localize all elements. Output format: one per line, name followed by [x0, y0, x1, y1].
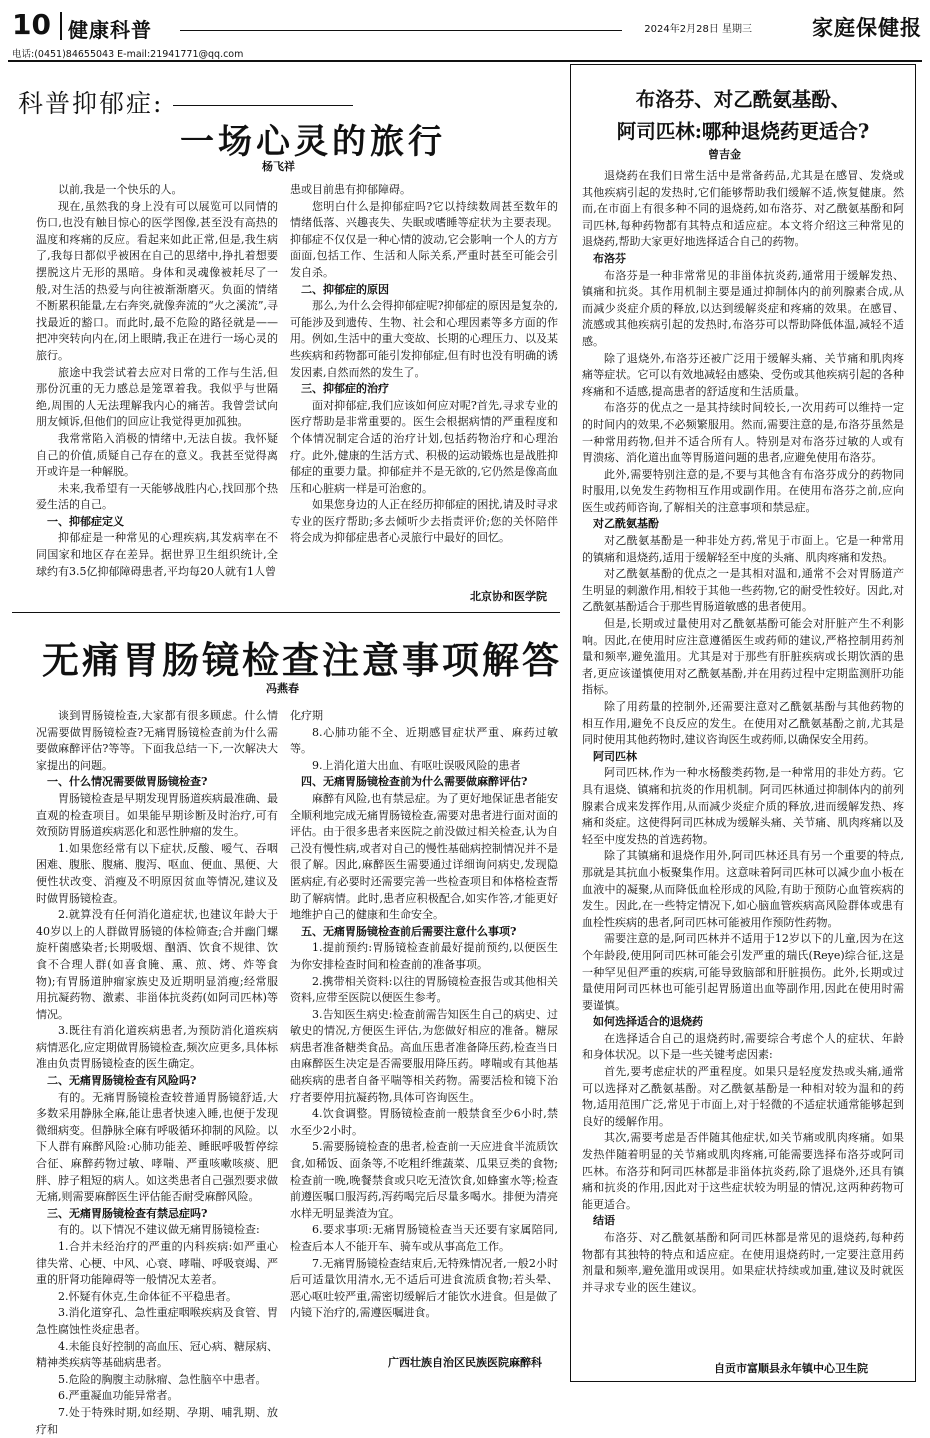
paragraph: 对乙酰氨基酚的优点之一是其相对温和,通常不会对胃肠道产生明显的刺激作用,相较于其他一些药物,它的耐受性较好。因此,对乙酰氨基酚适合于那些胃肠道敏感的患者使用。 — [582, 567, 904, 614]
subheading: 五、无痛胃肠镜检查前后需要注意什么事项? — [301, 924, 517, 938]
article2-author: 冯燕春 — [266, 682, 299, 695]
paragraph: 首先,要考虑症状的严重程度。如果只是轻度发热或头痛,通常可以选择对乙酰氨基酚。对乙酰氨基酚是一种相对较为温和的药物,适用范围广泛,常见于市面上,对于轻微的不适症状通常能够起到良好的缓解作用。 — [582, 1065, 904, 1128]
paragraph: 您明白什么是抑郁症吗?它以持续数周甚至数年的情绪低落、兴趣丧失、失眠或嗜睡等症状为主要表现。抑郁症不仅仅是一种心情的波动,它会影响一个人的方方面面,包括工作、生活和人际关系,严重时甚至可能会引发自杀。 — [290, 199, 558, 279]
paragraph: 3.告知医生病史:检查前需告知医生自己的病史、过敏史的情况,方便医生评估,为您做好相应的准备。糖尿病患者准备糖类食品。高血压患者准备降压药,检查当日由麻醉医生决定是否需要服用降压药。哮喘或有其他基础疾病的患者自备平喘等相关药物。需要活检和镜下治疗者要停用抗凝药物,具体可咨询医生。 — [290, 1007, 558, 1104]
paragraph: 面对抑郁症,我们应该如何应对呢?首先,寻求专业的医疗帮助是非常重要的。医生会根据病情的严重程度和个体情况制定合适的治疗计划,包括药物治疗和心理治疗。此外,健康的生活方式、积极的运动锻炼也是战胜抑郁症的重要力量。抑郁症并不是无欲的,它仍然是像高血压和心脏病一样是可治愈的。 — [290, 398, 558, 495]
paragraph: 4.未能良好控制的高血压、冠心病、糖尿病、精神类疾病等基础病患者。 — [36, 1339, 278, 1370]
article2-column-2 — [290, 708, 558, 1348]
paragraph: 2.就算没有任何消化道症状,也建议年龄大于40岁以上的人群做胃肠镜的体检筛查;合并幽门螺旋杆菌感染者;长期吸烟、酗酒、饮食不规律、饮食不合理人群(如喜食腌、熏、煎、烤、炸等食物);有胃肠道肿瘤家族史及近期明显消瘦;经常服用抗凝药物、激素、非甾体抗炎药(如阿司匹林)等情况。 — [36, 908, 278, 1021]
paragraph: 除了其镇痛和退烧作用外,阿司匹林还具有另一个重要的特点,那就是其抗血小板聚集作用。这意味着阿司匹林可以减少血小板在血液中的凝聚,从而降低血栓形成的风险,有助于预防心血管疾病的发生。因此,在一些特定情况下,如心脑血管疾病高风险群体或患有血栓性疾病的患者,阿司匹林可能被用作预防性药物。 — [582, 849, 904, 929]
paragraph: 除了退烧外,布洛芬还被广泛用于缓解头痛、关节痛和肌肉疼痛等症状。它可以有效地减轻由感染、受伤或其他疾病引起的各种疼痛和不适感,提高患者的舒适度和生活质量。 — [582, 351, 904, 398]
paragraph: 3.既往有消化道疾病患者,为预防消化道疾病病情恶化,应定期做胃肠镜检查,频次应更多,具体标准由负责胃肠镜检查的医生确定。 — [36, 1024, 278, 1071]
paragraph: 有的。无痛胃肠镜检查较普通胃肠镜舒适,大多数采用静脉全麻,能让患者快速入睡,也便于发现微细病变。但静脉全麻有呼吸循环抑制的风险。以下人群有麻醉风险:心肺功能差、睡眠呼吸暂停综合征、麻醉药物过敏、哮喘、严重咳嗽咳痰、肥胖、脖子粗短的病人。如这类患者自己强烈要求做无痛,则需要麻醉医生评估能否耐受麻醉风险。 — [36, 1090, 278, 1204]
subheading: 结语 — [593, 1214, 615, 1228]
paragraph: 在选择适合自己的退烧药时,需要综合考虑个人的症状、年龄和身体状况。以下是一些关键考虑因素: — [582, 1031, 904, 1062]
article1-source: 北京协和医学院 — [470, 590, 547, 603]
paragraph: 布洛芬、对乙酰氨基酚和阿司匹林都是常见的退烧药,每种药物都有其独特的特点和适应症。在使用退烧药时,一定要注意用药剂量和频率,避免滥用或误用。如果症状持续或加重,建议及时就医并寻求专业的医生建议。 — [582, 1231, 904, 1294]
subheading: 四、无痛胃肠镜检查前为什么需要做麻醉评估? — [301, 775, 528, 789]
paragraph: 7.处于特殊时期,如经期、孕期、哺乳期、放疗和 — [36, 1405, 278, 1436]
paragraph: 谈到胃肠镜检查,大家都有很多顾虑。什么情况需要做胃肠镜检查?无痛胃肠镜检查前为什么需要做麻醉评估?等等。下面我总结一下,一次解决大家提出的问题。 — [36, 709, 278, 772]
article2-column-1 — [36, 708, 278, 1436]
paragraph: 2.怀疑有休克,生命体征不平稳患者。 — [58, 1289, 237, 1303]
article2-title: 无痛胃肠镜检查注意事项解答 — [42, 638, 562, 682]
paragraph: 1.合并未经治疗的严重的内科疾病:如严重心律失常、心梗、中风、心衰、哮喘、呼吸衰竭、严重的肝肾功能障碍等一般情况太差者。 — [36, 1240, 278, 1287]
paragraph: 未来,我希望有一天能够战胜内心,找回那个热爱生活的自己。 — [36, 481, 278, 512]
subheading: 一、抑郁症定义 — [47, 514, 124, 528]
subheading: 如何选择适合的退烧药 — [593, 1015, 703, 1029]
paragraph: 除了用药量的控制外,还需要注意对乙酰氨基酚与其他药物的相互作用,避免不良反应的发生。在使用对乙酰氨基酚之前,尤其是同时使用其他药物时,建议咨询医生或药师,以确保安全用药。 — [582, 700, 904, 747]
page-number: 10 — [12, 8, 51, 41]
paragraph: 7.无痛胃肠镜检查结束后,无特殊情况者,一般2小时后可适量饮用清水,无不适后可进食流质食物;若头晕、恶心呕吐较严重,需密切缓解后才能饮水进食。但是做了内镜下治疗的,需遵医嘱进食。 — [290, 1256, 558, 1320]
paragraph: 需要注意的是,阿司匹林并不适用于12岁以下的儿童,因为在这个年龄段,使用阿司匹林可能会引发严重的瑞氏(Reye)综合征,这是一种罕见但严重的疾病,可能导致脑部和肝脏损伤。此外,长期或过量使用阿司匹林也可能引起胃肠道出血等副作用,因此在使用时需要谨慎。 — [582, 932, 904, 1012]
paragraph: 此外,需要特别注意的是,不要与其他含有布洛芬成分的药物同时服用,以免发生药物相互作用或副作用。在使用布洛芬之前,应向医生或药师咨询,了解相关的注意事项和禁忌症。 — [582, 467, 904, 514]
paragraph: 如果您身边的人正在经历抑郁症的困扰,请及时寻求专业的医疗帮助;多去倾听少去指责评价;您的关怀陪伴将会成为抑郁症患者心灵旅行中最好的回忆。 — [290, 498, 558, 545]
subheading: 三、无痛胃肠镜检查有禁忌症吗? — [47, 1206, 208, 1220]
paragraph: 旅途中我尝试着去应对日常的工作与生活,但那份沉重的无力感总是笼罩着我。我似乎与世隔绝,周围的人无法理解我内心的痛苦。我曾尝试向朋友倾诉,但他们的回应让我觉得更加孤独。 — [36, 365, 278, 429]
paragraph: 布洛芬是一种非常常见的非甾体抗炎药,通常用于缓解发热、镇痛和抗炎。其作用机制主要是通过抑制体内的前列腺素合成,从而减少炎症介质的释放,以达到缓解炎症和疼痛的效果。在感冒、流感或其他疾病引起的发热时,布洛芬可以帮助降低体温,减轻不适感。 — [582, 268, 904, 348]
paragraph: 对乙酰氨基酚是一种非处方药,常见于市面上。它是一种常用的镇痛和退烧药,适用于缓解轻至中度的头痛、肌肉疼痛和发热。 — [582, 534, 904, 564]
paragraph: 抑郁症是一种常见的心理疾病,其发病率在不同国家和地区存在差异。据世界卫生组织统计,全球约有3.5亿抑郁障碍患者,平均每20人就有1人曾 — [36, 531, 278, 578]
subheading: 二、抑郁症的原因 — [301, 282, 389, 296]
page-header — [8, 6, 922, 46]
subheading: 二、无痛胃肠镜检查有风险吗? — [47, 1074, 197, 1088]
paragraph: 胃肠镜检查是早期发现胃肠道疾病最准确、最直观的检查项目。如果能早期诊断及时治疗,可有效预防胃肠道疾病恶化和恶性肿瘤的发生。 — [36, 791, 278, 839]
header-bottom-rule — [8, 60, 922, 62]
paragraph: 4.饮食调整。胃肠镜检查前一般禁食至少6小时,禁水至少2小时。 — [290, 1107, 558, 1137]
paragraph: 8.心肺功能不全、近期感冒症状严重、麻药过敏等。 — [290, 725, 558, 756]
paragraph: 9.上消化道大出血、有呕吐误吸风险的患者 — [312, 758, 521, 772]
article3-title-line2: 阿司匹林:哪种退烧药更适合? — [616, 120, 870, 143]
article1-author: 杨飞祥 — [262, 160, 295, 173]
article1-kicker-text: 科普抑郁症: — [18, 89, 164, 118]
paragraph: 麻醉有风险,也有禁忌症。为了更好地保证患者能安全顺利地完成无痛胃肠镜检查,需要对患者进行面对面的评估。由于很多患者来医院之前没做过相关检查,认为自己没有慢性病,或者对自己的慢性基础病控制情况并不是很了解。因此,麻醉医生需要通过详细询问病史,发现隐匿病症,有必要时还需要完善一些检查项目和体格检查帮助了解病情。此时,患者应积极配合,如实作答,才能更好地维护自己的健康和生命安全。 — [290, 791, 558, 922]
paragraph: 1.提前预约:胃肠镜检查前最好提前预约,以便医生为你安排检查时间和检查前的准备事项。 — [290, 941, 558, 971]
paragraph: 那么,为什么会得抑郁症呢?抑郁症的原因是复杂的,可能涉及到遗传、生物、社会和心理因素等多方面的作用。例如,生活中的重大变故、长期的心理压力、以及某些疾病和药物都可能引发抑郁症,但有时也没有明确的诱发因素,自然而然的发生了。 — [290, 299, 558, 379]
paragraph: 有的。以下情况不建议做无痛胃肠镜检查: — [58, 1223, 260, 1237]
paragraph: 其次,需要考虑是否伴随其他症状,如关节痛或肌肉疼痛。如果发热伴随着明显的关节痛或肌肉疼痛,可能需要选择布洛芬或阿司匹林。布洛芬和阿司匹林都是非甾体抗炎药,除了退烧外,还具有镇痛和抗炎的作用,因此对于这些症状较为明显的情况,这两种药物可能更适合。 — [582, 1131, 904, 1211]
contact-line: 电话:(0451)84655043 E-mail:21941771@qq.com — [12, 49, 244, 60]
paragraph: 6.严重凝血功能异常者。 — [58, 1389, 179, 1403]
paragraph: 1.如果您经常有以下症状,反酸、嗳气、吞咽困难、腹胀、腹痛、腹泻、呕血、便血、黑便、大便性状改变、消瘦及不明原因贫血等情况,建议及时做胃肠镜检查。 — [36, 841, 278, 905]
paragraph: 6.要求事项:无痛胃肠镜检查当天还要有家属陪同,检查后本人不能开车、骑车或从事高危工作。 — [290, 1223, 558, 1253]
paragraph: 退烧药在我们日常生活中是常备药品,尤其是在感冒、发烧或其他疾病引起的发热时,它们能够帮助我们缓解不适,恢复健康。然而,在市面上有很多种不同的退烧药,如布洛芬、对乙酰氨基酚和阿司匹林,每种药物都有其特点和适应症。本文将介绍这三种常见的退烧药,帮助大家更好地选择适合自己的药物。 — [582, 169, 904, 249]
newspaper-name: 家庭保健报 — [812, 15, 922, 40]
paragraph: 5.需要肠镜检查的患者,检查前一天应进食半流质饮食,如稀饭、面条等,不吃粗纤维蔬菜、瓜果豆类的食物;检查前一晚,晚餐禁食或只吃无渣饮食,如蜂蜜水等;检查前遵医嘱口服泻药,泻药喝完后尽量多喝水。排便为清亮水样无明显粪渣为宜。 — [290, 1140, 558, 1220]
article1-column-2 — [290, 182, 558, 572]
paragraph: 但是,长期或过量使用对乙酰氨基酚可能会对肝脏产生不利影响。因此,在使用时应注意遵循医生或药师的建议,严格控制用药剂量和频率,避免滥用。尤其是对于那些有肝脏疾病或长期饮酒的患者,更应该谨慎使用对乙酰氨基酚,并在用药过程中定期监测肝功能指标。 — [582, 617, 904, 697]
article3-author: 曾吉金 — [708, 148, 741, 161]
paragraph: 2.携带相关资料:以往的胃肠镜检查报告或其他相关资料,应带至医院以便医生参考。 — [290, 974, 558, 1005]
article2-source: 广西壮族自治区民族医院麻醉科 — [388, 1356, 542, 1369]
paragraph: 阿司匹林,作为一种水杨酸类药物,是一种常用的非处方药。它具有退烧、镇痛和抗炎的作用机制。阿司匹林通过抑制体内的前列腺素合成来发挥作用,从而减少炎症介质的释放,进而缓解发热、疼痛和炎症。这使得阿司匹林成为缓解头痛、关节痛、肌肉疼痛以及轻至中度发热的首选药物。 — [582, 766, 904, 846]
paragraph: 化疗期 — [290, 709, 323, 722]
paragraph: 5.危险的胸腹主动脉瘤、急性脑卒中患者。 — [58, 1372, 267, 1386]
paragraph: 患或目前患有抑郁障碍。 — [290, 183, 411, 196]
article3-column — [582, 168, 904, 1358]
subheading: 一、什么情况需要做胃肠镜检查? — [47, 775, 208, 789]
header-rule — [180, 30, 622, 31]
subheading: 对乙酰氨基酚 — [593, 517, 659, 531]
kicker-rule — [173, 105, 353, 106]
subheading: 布洛芬 — [593, 251, 626, 265]
issue-date: 2024年2月28日 星期三 — [644, 24, 752, 35]
subheading: 阿司匹林 — [593, 749, 637, 763]
paragraph: 布洛芬的优点之一是其持续时间较长,一次用药可以维持一定的时间内的效果,不必频繁服用。然而,需要注意的是,布洛芬虽然是一种常用药物,但并不适合所有人。特别是对布洛芬过敏的人或有胃溃疡、消化道出血等胃肠道问题的患者,应避免使用布洛芬。 — [582, 401, 904, 465]
paragraph: 3.消化道穿孔、急性重症咽喉疾病及食管、胃急性腐蚀性炎症患者。 — [36, 1306, 278, 1336]
section-title: 健康科普 — [68, 18, 152, 42]
article3-title-line1: 布洛芬、对乙酰氨基酚、 — [635, 88, 851, 111]
article1-column-1 — [36, 182, 278, 582]
paragraph: 现在,虽然我的身上没有可以展览可以同情的伤口,也没有触目惊心的医学图像,甚至没有高热的温度和疼痛的反应。看起来如此正常,但是,我生病了,我每日都似乎被困在自己的思绪中,挣扎着想要摆脱这片无形的黑暗。身体和灵魂像被耗尽了一般,对生活的热爱与向往被渐渐磨灭。负面的情绪不断累积能量,左右奔突,就像奔流的“火之溪流”,寻找最近的豁口。而此时,最不危险的路径就是——把冲突转向内在,闭上眼睛,我正在进行一场心灵的旅行。 — [36, 199, 278, 362]
article-divider — [12, 612, 560, 613]
article3-source: 自贡市富顺县永年镇中心卫生院 — [714, 1362, 868, 1375]
paragraph: 以前,我是一个快乐的人。 — [58, 183, 183, 196]
subheading: 三、抑郁症的治疗 — [301, 382, 389, 396]
article1-title: 一场心灵的旅行 — [180, 122, 446, 162]
paragraph: 我常常陷入消极的情绪中,无法自拔。我怀疑自己的价值,质疑自己存在的意义。我甚至觉得离开或许是一种解脱。 — [36, 431, 278, 479]
article3-title — [574, 84, 912, 148]
header-divider — [60, 12, 62, 40]
